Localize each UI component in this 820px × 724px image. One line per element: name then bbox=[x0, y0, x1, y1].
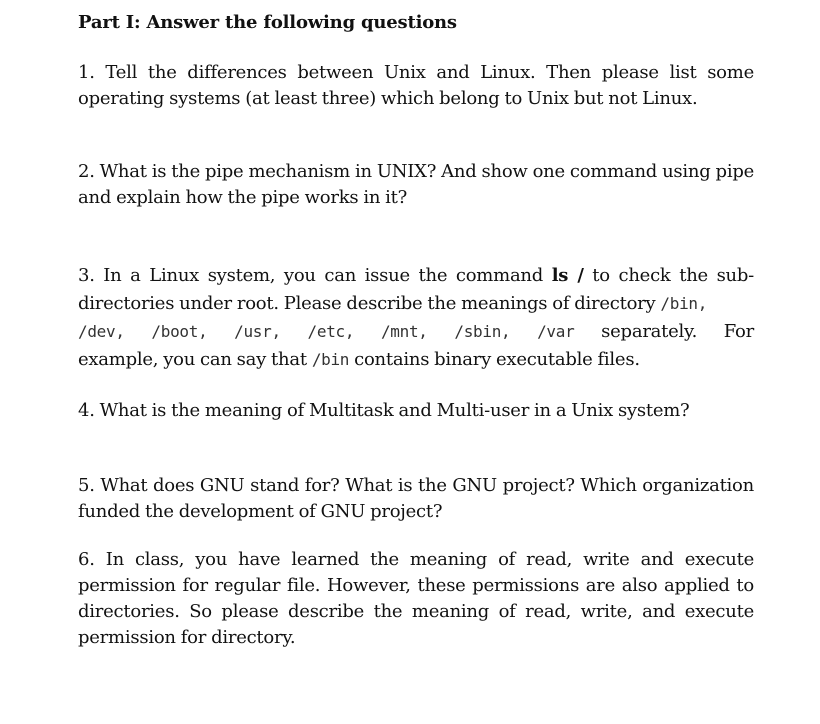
dir-var: /var bbox=[537, 322, 575, 341]
question-4: 4. What is the meaning of Multitask and Multi-user in a Unix system? bbox=[78, 400, 690, 421]
dir-boot: /boot, bbox=[151, 322, 208, 341]
example-prefix: example, you can say that bbox=[78, 349, 312, 370]
document-page bbox=[78, 10, 754, 651]
dir-sbin: /sbin, bbox=[454, 322, 511, 341]
question-3-text: to check the sub-directories under root. Please describe the meanings of directory bbox=[78, 265, 755, 314]
example-dir: /bin bbox=[311, 350, 350, 369]
separately-word: separately. bbox=[601, 321, 698, 342]
question-1: 1. Tell the differences between Unix and Linux. Then please list some operating systems (at least three) which belong to Unix but not Linux. bbox=[78, 62, 754, 109]
dir-mnt: /mnt, bbox=[380, 322, 428, 341]
question-2: 2. What is the pipe mechanism in UNIX? And show one command using pipe and explain how the pipe works in it? bbox=[78, 161, 754, 208]
dir-usr: /usr, bbox=[234, 322, 281, 341]
dir-dev: /dev, bbox=[78, 322, 125, 341]
dir-bin: /bin, bbox=[660, 294, 708, 313]
directory-list bbox=[78, 318, 754, 346]
question-6: 6. In class, you have learned the meaning of read, write and execute permission for regular file. However, these permissions are also applied to directories. So please describe the meaning of read, write, and execute permission for directory. bbox=[78, 549, 754, 648]
question-3-example bbox=[78, 346, 754, 374]
page-title: Part I: Answer the following questions bbox=[78, 12, 457, 33]
question-3-prefix: 3. In a Linux system, you can issue the command bbox=[78, 265, 552, 286]
for-word: For bbox=[723, 321, 754, 342]
question-3 bbox=[78, 262, 754, 374]
dir-etc: /etc, bbox=[307, 322, 355, 341]
example-suffix: contains binary executable files. bbox=[349, 349, 640, 370]
question-5: 5. What does GNU stand for? What is the GNU project? Which organization funded the development of GNU project? bbox=[78, 475, 754, 522]
question-3-intro bbox=[78, 262, 754, 318]
command-ls-root: ls / bbox=[551, 265, 584, 286]
